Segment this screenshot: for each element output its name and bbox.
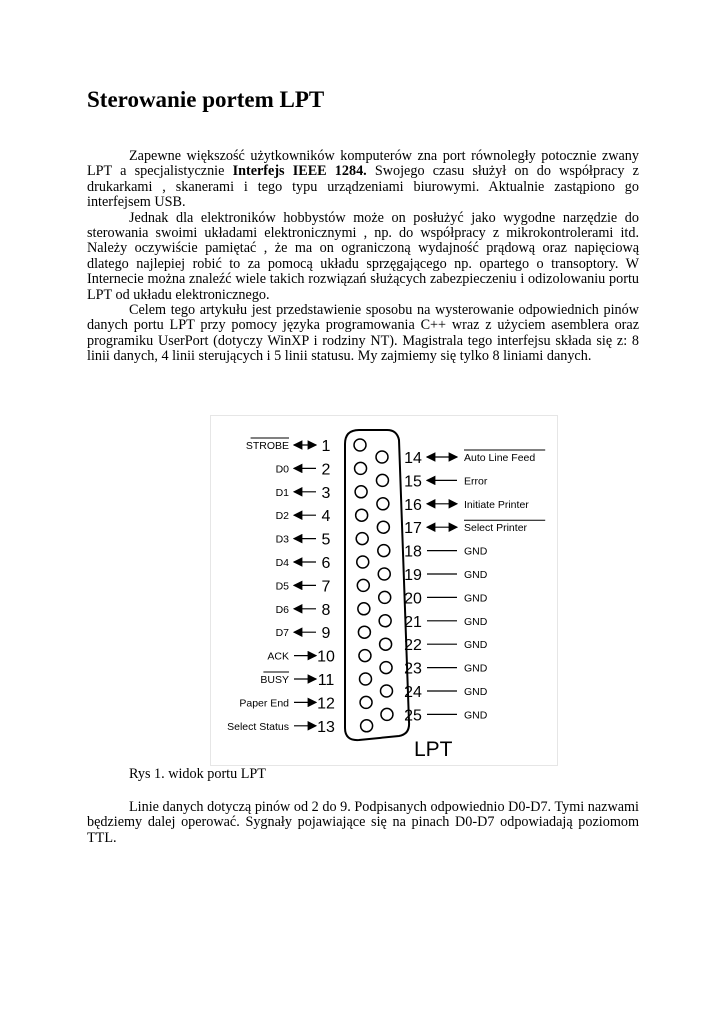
bold-term: Interfejs IEEE 1284.	[232, 163, 367, 180]
pin-label-24: GND	[464, 686, 488, 698]
pin-hole-3	[355, 486, 367, 498]
pin-number-10: 10	[317, 648, 335, 666]
pin-number-8: 8	[321, 601, 331, 619]
pin-label-18: GND	[464, 545, 488, 558]
pin-hole-8	[358, 603, 370, 615]
pin-hole-20	[379, 591, 391, 603]
pin-number-13: 13	[317, 718, 335, 736]
pin-number-5: 5	[321, 531, 331, 549]
pin-hole-10	[359, 650, 371, 662]
pin-number-19: 19	[404, 567, 422, 584]
pin-label-8: D6	[275, 603, 289, 616]
pin-label-5: D3	[275, 533, 289, 546]
pin-label-21: GND	[464, 615, 488, 628]
pin-label-2: D0	[275, 463, 289, 476]
pin-hole-25	[381, 708, 393, 720]
pin-hole-4	[356, 509, 368, 521]
paragraph-2: Jednak dla elektroników hobbystów może on posłużyć jako wygodne narzędzie do sterowania swoimi układami elektronicznymi , np. do współpracy z mikrokontrolerami itd. Należy oczywiście pamiętać , że ma on ograniczoną wydajność prądową oraz napięciową dlatego najlepiej robić to za pomocą układu sprzęgającego np. opartego o transoptory. W Internecie można znaleźć wiele takich rozwiązań służących zabezpieczeniu i odizolowaniu portu LPT od układu elektronicznego.	[87, 209, 639, 303]
pin-label-15: Error	[464, 475, 488, 488]
pin-hole-22	[380, 638, 392, 650]
pin-hole-16	[377, 498, 389, 510]
paragraph-4: Linie danych dotyczą pinów od 2 do 9. Podpisanych odpowiednio D0-D7. Tymi nazwami będziemy dalej operować. Sygnały pojawiające się na pinach D0-D7 odpowiadają poziomom TTL.	[87, 799, 639, 846]
lpt-connector-figure	[210, 415, 558, 766]
pin-number-20: 20	[404, 590, 422, 608]
page-title: Sterowanie portem LPT	[87, 87, 325, 112]
pin-label-12: Paper End	[239, 697, 289, 710]
pin-hole-9	[358, 626, 370, 638]
pin-hole-15	[376, 474, 388, 486]
pin-hole-14	[376, 451, 388, 463]
pin-label-20: GND	[464, 592, 488, 605]
pin-hole-17	[377, 521, 389, 533]
body-text	[87, 149, 639, 365]
pin-hole-13	[361, 720, 373, 732]
pin-number-24: 24	[404, 684, 422, 701]
pin-hole-18	[378, 545, 390, 557]
pin-hole-21	[379, 615, 391, 627]
pin-number-18: 18	[404, 543, 422, 561]
pin-number-15: 15	[404, 473, 422, 491]
pin-number-16: 16	[404, 496, 422, 514]
pin-label-22: GND	[464, 639, 488, 652]
pin-hole-1	[354, 439, 366, 451]
body-text-2	[87, 800, 639, 846]
pin-label-14: Auto Line Feed	[464, 452, 536, 464]
pin-number-4: 4	[321, 508, 331, 526]
pin-number-6: 6	[321, 555, 331, 572]
pin-label-16: Initiate Printer	[464, 498, 529, 511]
pin-label-4: D2	[275, 510, 289, 523]
pin-number-11: 11	[317, 672, 335, 689]
pin-label-9: D7	[275, 627, 289, 640]
pin-number-23: 23	[404, 660, 422, 678]
connector-label: LPT	[414, 738, 453, 761]
pin-number-9: 9	[321, 625, 331, 643]
pin-hole-2	[355, 462, 367, 474]
paragraph-1: Zapewne większość użytkowników komputerów zna port równoległy potocznie zwany LPT a specjalistycznie Interfejs IEEE 1284. Swojego czasu służył on do współpracy z drukarkami , skanerami i tego typu urządzeniami biurowymi. Aktualnie zastąpiono go interfejsem USB.	[87, 148, 639, 211]
pin-number-22: 22	[404, 637, 422, 655]
pin-hole-11	[360, 673, 372, 685]
pin-label-17: Select Printer	[464, 522, 528, 535]
pin-label-7: D5	[275, 580, 289, 593]
pin-label-6: D4	[275, 557, 289, 569]
pin-label-13: Select Status	[227, 720, 289, 733]
pin-label-25: GND	[464, 709, 488, 722]
pin-hole-12	[360, 696, 372, 708]
pin-number-2: 2	[321, 461, 331, 479]
pin-label-19: GND	[464, 569, 488, 581]
pin-number-3: 3	[321, 484, 331, 502]
lpt-diagram	[211, 416, 557, 765]
figure-caption: Rys 1. widok portu LPT	[129, 766, 266, 782]
pin-number-21: 21	[404, 613, 422, 631]
pin-hole-23	[380, 662, 392, 674]
pin-label-11: BUSY	[260, 674, 289, 686]
pin-label-3: D1	[275, 486, 289, 499]
pin-hole-7	[357, 579, 369, 591]
pin-number-14: 14	[404, 450, 422, 467]
pin-label-10: ACK	[267, 650, 289, 663]
pin-hole-5	[356, 533, 368, 545]
pin-number-7: 7	[321, 578, 331, 596]
pin-hole-24	[381, 685, 393, 697]
pin-number-1: 1	[321, 438, 331, 455]
pin-number-12: 12	[317, 695, 335, 713]
pin-hole-19	[378, 568, 390, 580]
pin-hole-6	[357, 556, 369, 568]
pin-number-25: 25	[404, 707, 422, 725]
paragraph-3: Celem tego artykułu jest przedstawienie sposobu na wysterowanie odpowiednich pinów danych portu LPT przy pomocy języka programowania C++ wraz z użyciem asemblera oraz programiku UserPort (dotyczy WinXP i rodziny NT). Magistrala tego interfejsu składa się z: 8 linii danych, 4 linii sterujących i 5 linii statusu. My zajmiemy się tylko 8 liniami danych.	[87, 302, 639, 365]
pin-label-23: GND	[464, 662, 488, 675]
pin-label-1: STROBE	[245, 440, 289, 452]
pin-number-17: 17	[404, 520, 422, 538]
